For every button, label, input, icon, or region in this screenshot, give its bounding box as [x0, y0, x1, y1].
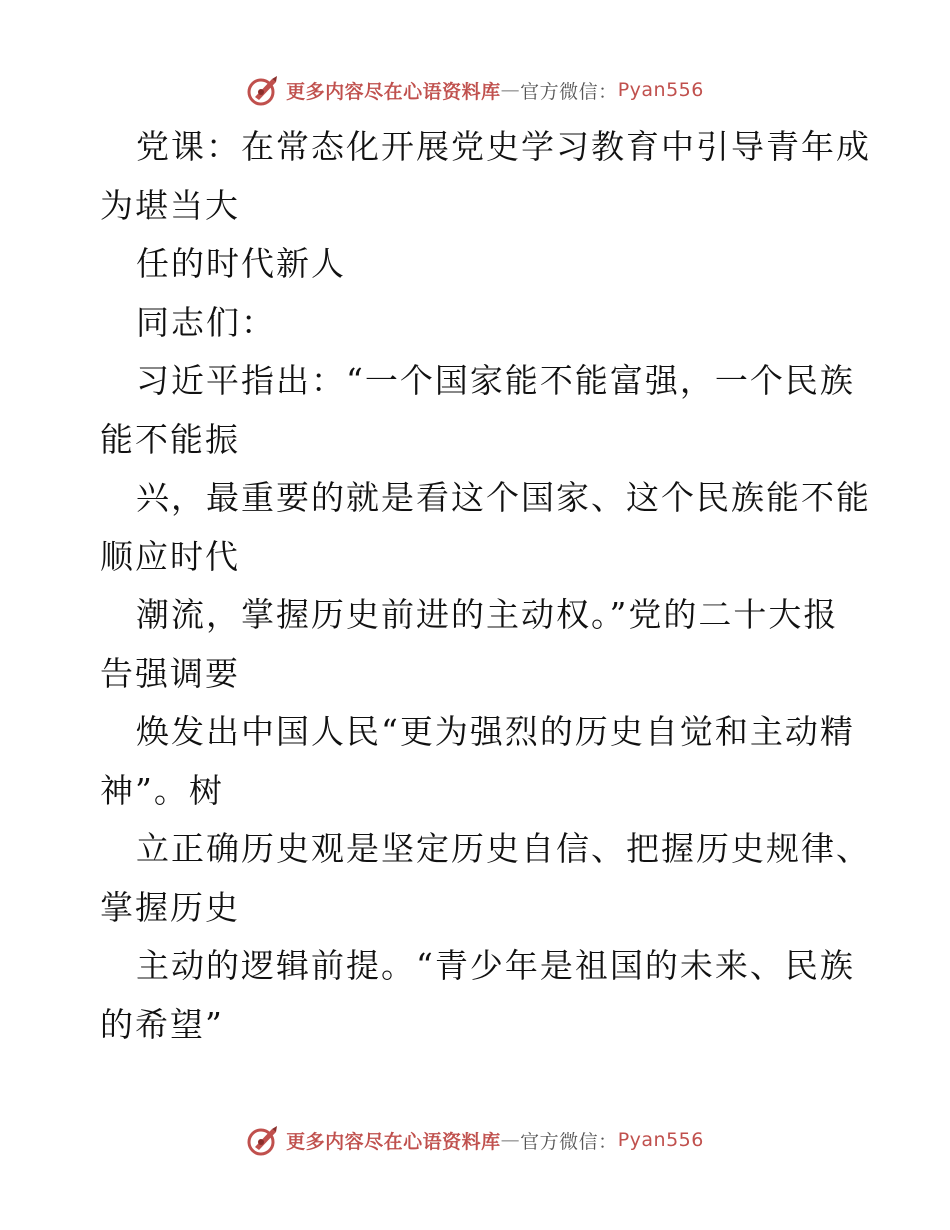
banner-wechat-id: Pyan556 [617, 1129, 704, 1151]
banner-text: 更多内容尽在心语资料库 [286, 80, 501, 103]
text-line: 立正确历史观是坚定历史自信、把握历史规律、 [136, 829, 871, 868]
text-line: 兴，最重要的就是看这个国家、这个民族能不能 [136, 478, 871, 517]
text-line: 能不能振 [100, 419, 240, 459]
footer-watermark [0, 1120, 950, 1160]
banner-text: 更多内容尽在心语资料库 [286, 1130, 501, 1153]
text-line: 为堪当大 [100, 185, 240, 225]
text-line: 任的时代新人 [136, 244, 346, 283]
text-line: 告强调要 [100, 653, 240, 693]
banner-wechat-label: 官方微信： [520, 80, 618, 103]
text-line: 同志们： [136, 302, 276, 342]
text-line: 主动的逻辑前提。“青少年是祖国的未来、民族 [136, 946, 855, 985]
text-line: 掌握历史 [100, 887, 240, 927]
text-line: 顺应时代 [100, 536, 240, 576]
text-line: 焕发出中国人民“更为强烈的历史自觉和主动精 [136, 712, 855, 751]
text-line: 党课：在常态化开展党史学习教育中引导青年成 [136, 127, 871, 166]
text-line: 神”。树 [100, 770, 224, 810]
banner-wechat-label: 官方微信： [520, 1130, 618, 1153]
quill-logo-icon [246, 73, 280, 107]
header-watermark [0, 70, 950, 110]
quill-logo-icon [246, 1123, 280, 1157]
text-line: 潮流，掌握历史前进的主动权。”党的二十大报 [136, 595, 839, 634]
banner-dash: — [500, 79, 521, 101]
banner-dash: — [500, 1129, 521, 1151]
text-line: 习近平指出：“一个国家能不能富强，一个民族 [136, 361, 855, 400]
text-line: 的希望” [100, 1004, 224, 1044]
banner-wechat-id: Pyan556 [617, 79, 704, 101]
document-body [100, 118, 871, 1054]
